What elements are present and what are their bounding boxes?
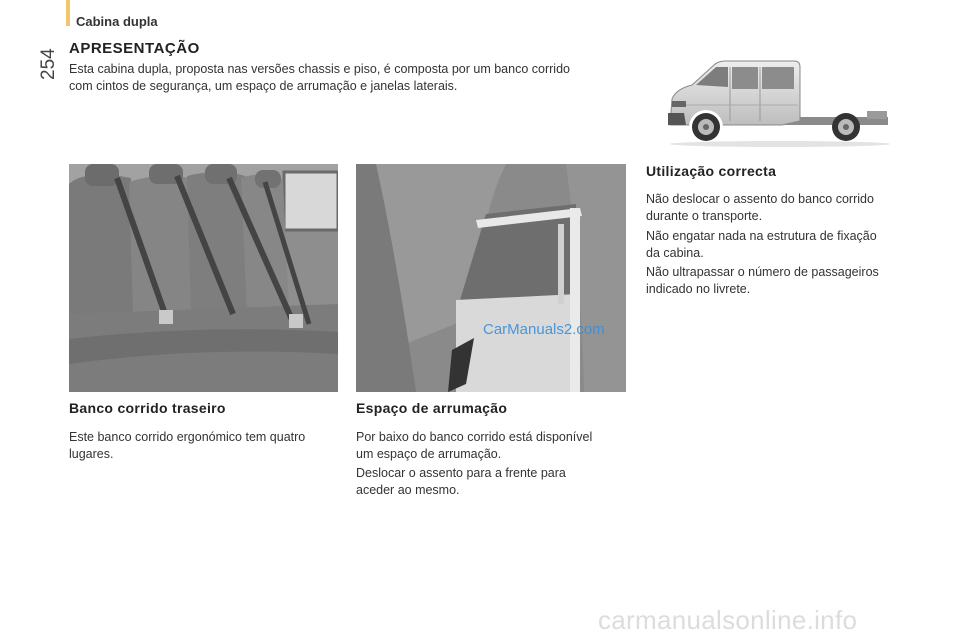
intro-line-1: Esta cabina dupla, proposta nas versões chassis e piso, é composta por um banco corrido bbox=[69, 62, 570, 76]
storage-p1-line-2: um espaço de arrumação. bbox=[356, 447, 502, 461]
bench-paragraph bbox=[69, 429, 339, 463]
bench-line-2: lugares. bbox=[69, 447, 114, 461]
photo-watermark: CarManuals2.com bbox=[483, 321, 605, 338]
usage-p3-line-1: Não ultrapassar o número de passageiros bbox=[646, 265, 879, 279]
intro-line-2: com cintos de segurança, um espaço de arrumação e janelas laterais. bbox=[69, 79, 458, 93]
footer-watermark: carmanualsonline.info bbox=[598, 605, 858, 635]
usage-p1-line-2: durante o transporte. bbox=[646, 209, 763, 223]
intro-paragraph bbox=[69, 61, 629, 95]
page-number bbox=[36, 44, 58, 86]
usage-paragraph-1 bbox=[646, 191, 906, 225]
double-cab-van-illustration bbox=[662, 55, 894, 150]
rear-bench-photo bbox=[69, 164, 338, 392]
usage-p1-line-1: Não deslocar o assento do banco corrido bbox=[646, 192, 874, 206]
usage-paragraph-2 bbox=[646, 228, 906, 262]
storage-paragraph-2 bbox=[356, 465, 626, 499]
page-title: APRESENTAÇÃO bbox=[69, 40, 200, 57]
page-number-rotated bbox=[36, 44, 58, 80]
storage-p2-line-2: aceder ao mesmo. bbox=[356, 483, 460, 497]
usage-p2-line-1: Não engatar nada na estrutura de fixação bbox=[646, 229, 877, 243]
bench-line-1: Este banco corrido ergonómico tem quatro bbox=[69, 430, 306, 444]
storage-heading: Espaço de arrumação bbox=[356, 400, 508, 416]
storage-space-photo bbox=[356, 164, 626, 392]
usage-paragraph-3 bbox=[646, 264, 906, 298]
page-number-text: 254 bbox=[38, 48, 58, 80]
storage-paragraph-1 bbox=[356, 429, 626, 463]
usage-p2-line-2: da cabina. bbox=[646, 246, 704, 260]
usage-heading: Utilização correcta bbox=[646, 163, 777, 179]
section-header: Cabina dupla bbox=[76, 14, 158, 29]
usage-p3-line-2: indicado no livrete. bbox=[646, 282, 751, 296]
section-accent-bar bbox=[66, 0, 70, 26]
bench-heading: Banco corrido traseiro bbox=[69, 400, 226, 416]
storage-p2-line-1: Deslocar o assento para a frente para bbox=[356, 466, 566, 480]
storage-p1-line-1: Por baixo do banco corrido está disponível bbox=[356, 430, 593, 444]
